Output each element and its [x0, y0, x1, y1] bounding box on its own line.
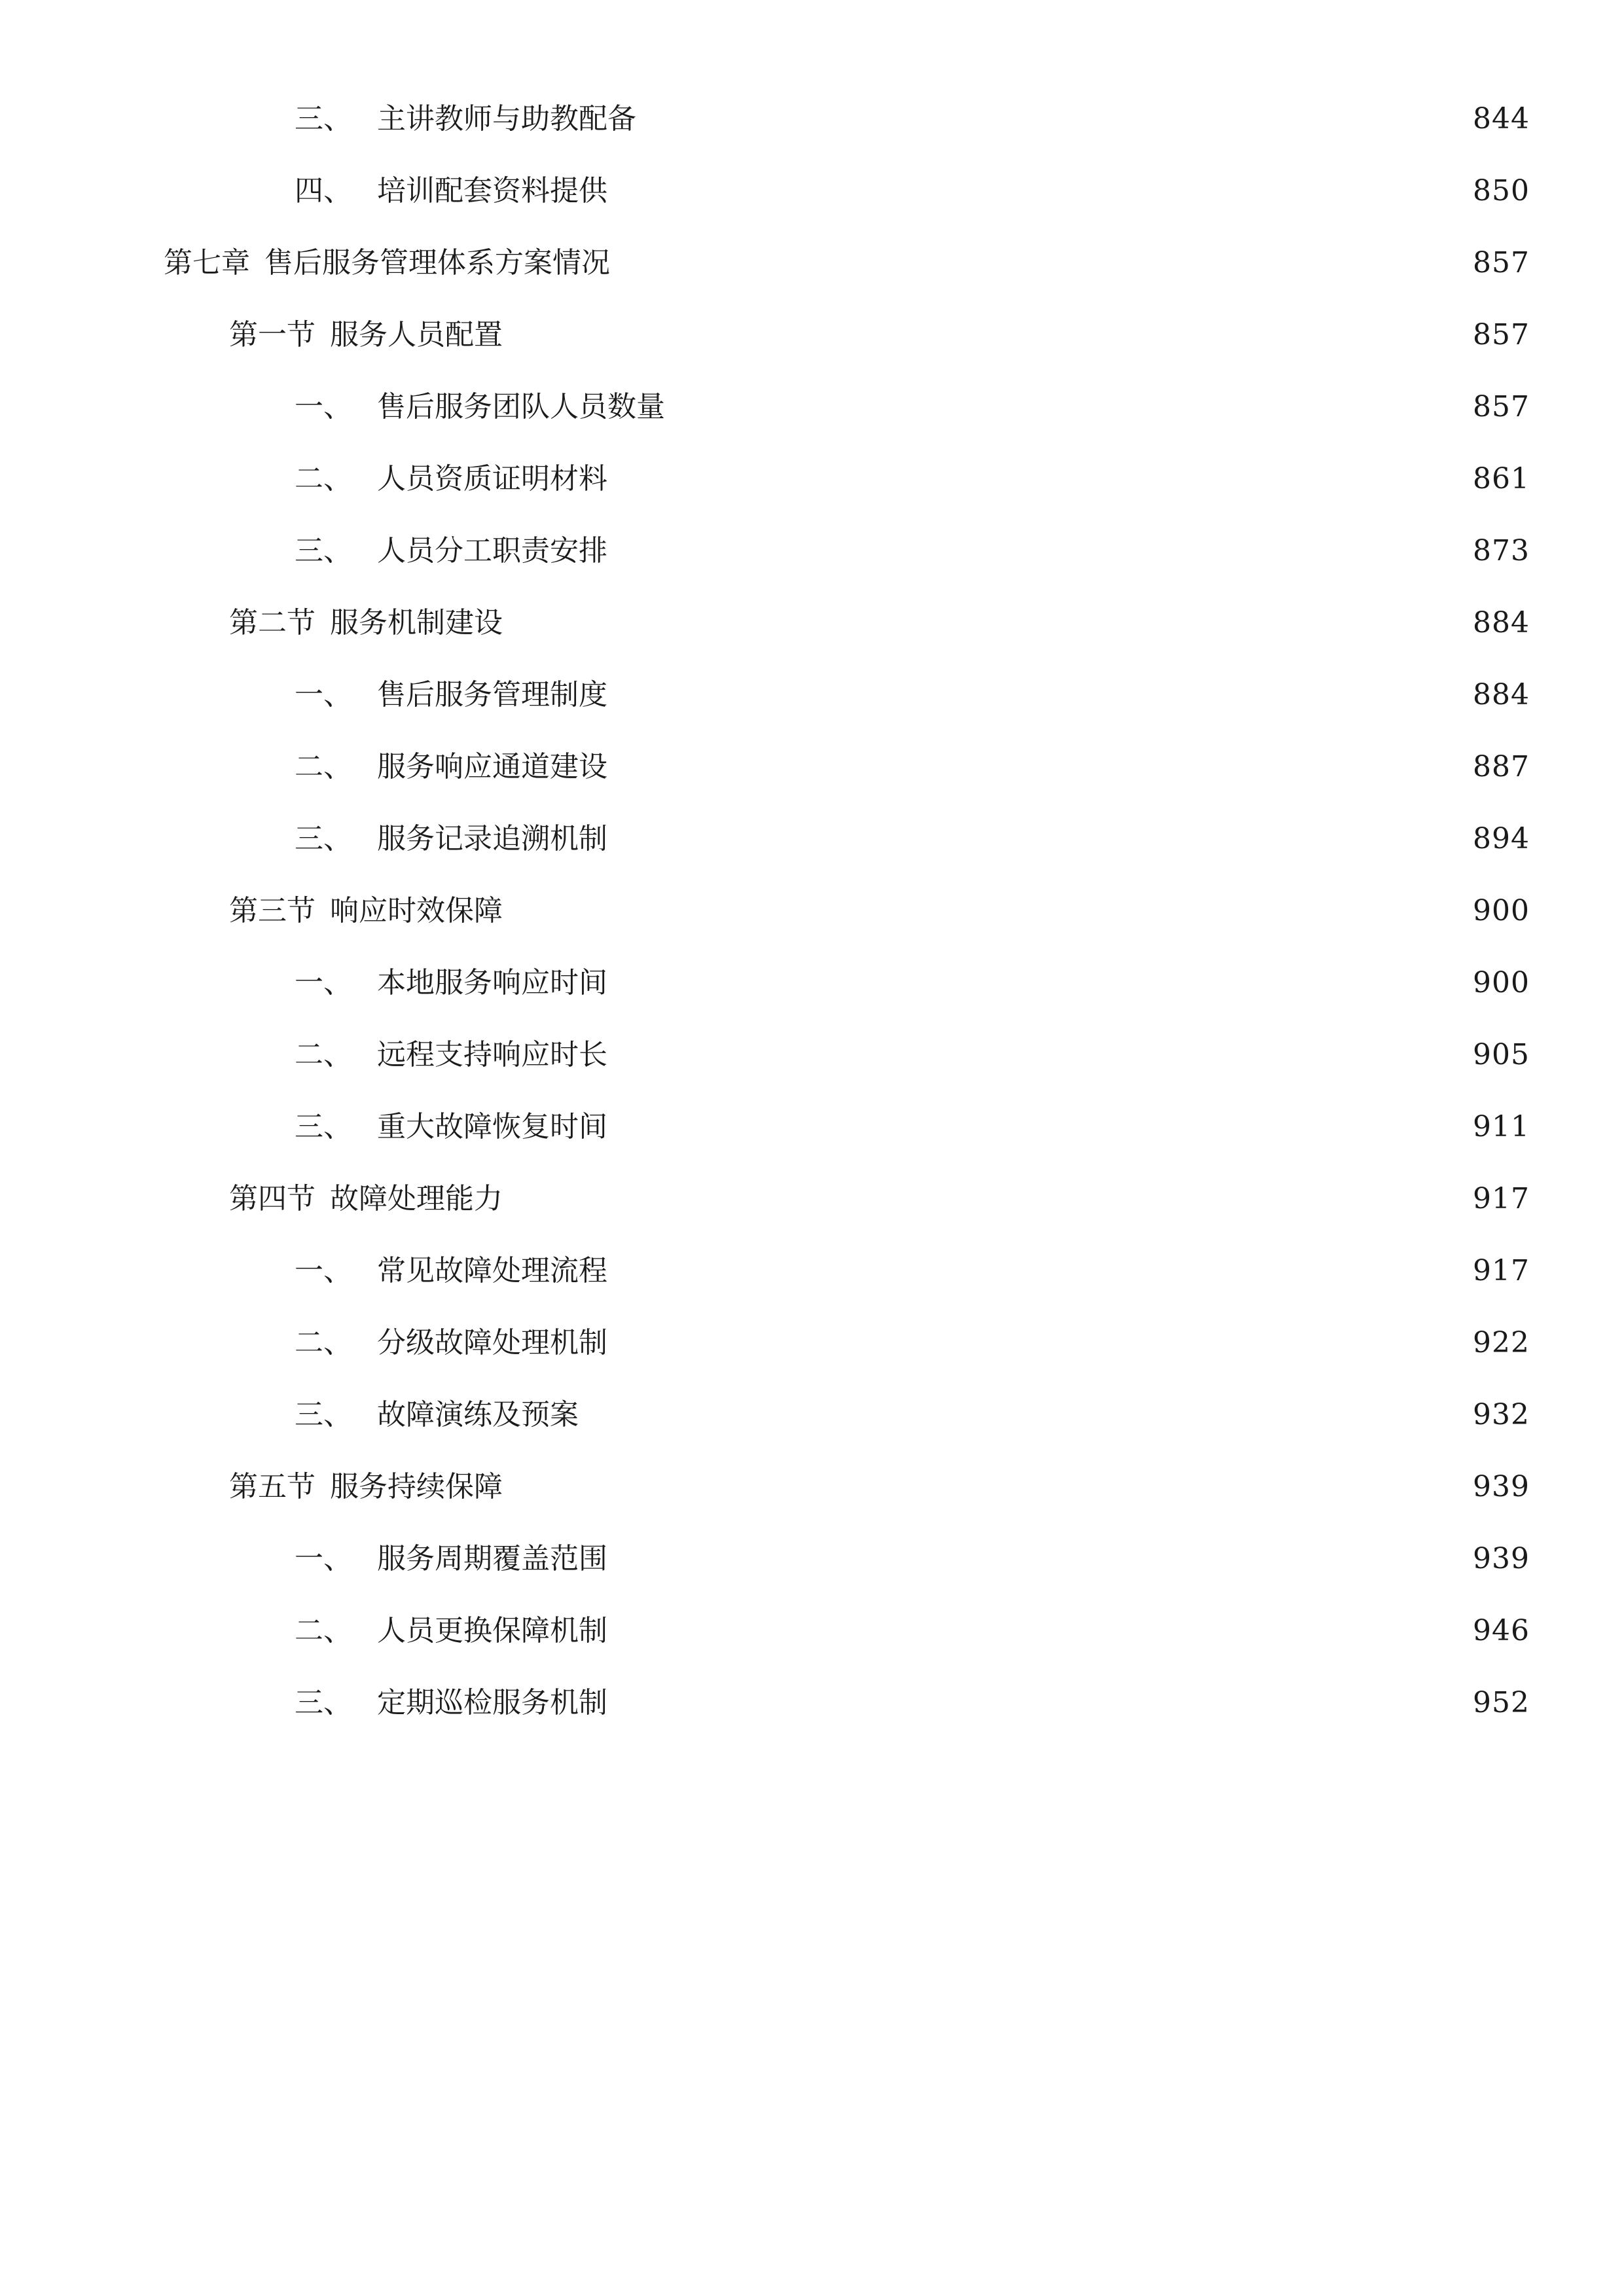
toc-entry[interactable]	[295, 813, 1530, 865]
toc-entry[interactable]	[295, 453, 1530, 505]
toc-entry[interactable]	[295, 1245, 1530, 1297]
entry-title: 常见故障处理流程	[377, 1254, 607, 1287]
toc-entry-chapter[interactable]	[164, 237, 1530, 289]
toc-entry[interactable]	[295, 525, 1530, 577]
dot-leader	[514, 309, 1462, 361]
entry-title: 重大故障恢复时间	[377, 1110, 607, 1143]
entry-number: 三、	[295, 1686, 352, 1719]
toc-entry[interactable]	[295, 741, 1530, 793]
entry-page-number: 922	[1473, 1326, 1530, 1359]
entry-title: 售后服务管理体系方案情况	[264, 246, 610, 279]
entry-title: 人员分工职责安排	[377, 534, 607, 567]
entry-page-number: 911	[1473, 1110, 1530, 1143]
entry-title: 服务周期覆盖范围	[377, 1542, 607, 1575]
dot-leader	[619, 165, 1462, 217]
toc-entry-section[interactable]	[229, 1173, 1530, 1225]
dot-leader	[514, 1461, 1462, 1513]
entry-number: 一、	[295, 390, 352, 423]
toc-entry-section[interactable]	[229, 309, 1530, 361]
entry-number: 第七章	[164, 246, 250, 279]
toc-entry[interactable]	[295, 1317, 1530, 1369]
dot-leader	[619, 741, 1462, 793]
entry-number: 四、	[295, 174, 352, 207]
entry-title: 售后服务管理制度	[377, 678, 607, 711]
entry-title: 服务响应通道建设	[377, 750, 607, 783]
entry-page-number: 905	[1473, 1038, 1530, 1071]
dot-leader	[619, 1101, 1462, 1153]
entry-page-number: 850	[1473, 174, 1530, 207]
toc-entry[interactable]	[295, 165, 1530, 217]
entry-page-number: 857	[1473, 390, 1530, 423]
entry-number: 三、	[295, 822, 352, 855]
toc-entry[interactable]	[295, 669, 1530, 721]
toc-entry[interactable]	[295, 957, 1530, 1009]
toc-entry-section[interactable]	[229, 1461, 1530, 1513]
toc-entry[interactable]	[295, 1029, 1530, 1081]
dot-leader	[619, 1029, 1462, 1081]
entry-title: 服务记录追溯机制	[377, 822, 607, 855]
dot-leader	[619, 1605, 1462, 1657]
entry-page-number: 939	[1473, 1470, 1530, 1503]
entry-title: 主讲教师与助教配备	[377, 102, 636, 135]
entry-page-number: 884	[1473, 678, 1530, 711]
entry-title: 响应时效保障	[330, 894, 503, 927]
entry-number: 二、	[295, 750, 352, 783]
entry-number: 三、	[295, 534, 352, 567]
entry-number: 第五节	[229, 1470, 316, 1503]
entry-page-number: 900	[1473, 894, 1530, 927]
entry-title: 人员更换保障机制	[377, 1614, 607, 1647]
toc-entry[interactable]	[295, 1101, 1530, 1153]
dot-leader	[619, 1245, 1462, 1297]
dot-leader	[619, 1533, 1462, 1585]
dot-leader	[619, 669, 1462, 721]
entry-page-number: 857	[1473, 318, 1530, 351]
dot-leader	[619, 453, 1462, 505]
dot-leader	[514, 597, 1462, 649]
entry-page-number: 887	[1473, 750, 1530, 783]
entry-title: 故障处理能力	[330, 1182, 503, 1215]
entry-page-number: 917	[1473, 1182, 1530, 1215]
entry-title: 远程支持响应时长	[377, 1038, 607, 1071]
entry-title: 售后服务团队人员数量	[377, 390, 665, 423]
entry-page-number: 873	[1473, 534, 1530, 567]
toc-entry[interactable]	[295, 1389, 1530, 1441]
dot-leader	[622, 237, 1462, 289]
dot-leader	[619, 813, 1462, 865]
toc-entry[interactable]	[295, 381, 1530, 433]
toc-entry[interactable]	[295, 93, 1530, 145]
entry-title: 本地服务响应时间	[377, 966, 607, 999]
entry-page-number: 861	[1473, 462, 1530, 495]
dot-leader	[619, 525, 1462, 577]
entry-number: 三、	[295, 1398, 352, 1431]
entry-title: 服务人员配置	[330, 318, 503, 351]
entry-number: 二、	[295, 462, 352, 495]
toc-entry-section[interactable]	[229, 597, 1530, 649]
dot-leader	[619, 1677, 1462, 1729]
dot-leader	[619, 957, 1462, 1009]
toc-entry[interactable]	[295, 1677, 1530, 1729]
toc-entry[interactable]	[295, 1605, 1530, 1657]
entry-page-number: 844	[1473, 102, 1530, 135]
dot-leader	[648, 93, 1462, 145]
entry-title: 分级故障处理机制	[377, 1326, 607, 1359]
entry-page-number: 917	[1473, 1254, 1530, 1287]
entry-page-number: 900	[1473, 966, 1530, 999]
entry-title: 服务机制建设	[330, 606, 503, 639]
dot-leader	[677, 381, 1462, 433]
entry-number: 一、	[295, 1542, 352, 1575]
entry-page-number: 946	[1473, 1614, 1530, 1647]
dot-leader	[514, 885, 1462, 937]
entry-number: 二、	[295, 1326, 352, 1359]
entry-number: 二、	[295, 1038, 352, 1071]
entry-number: 三、	[295, 1110, 352, 1143]
entry-title: 服务持续保障	[330, 1470, 503, 1503]
dot-leader	[514, 1173, 1462, 1225]
entry-page-number: 939	[1473, 1542, 1530, 1575]
entry-title: 故障演练及预案	[377, 1398, 579, 1431]
toc-entry-section[interactable]	[229, 885, 1530, 937]
entry-number: 一、	[295, 678, 352, 711]
entry-number: 一、	[295, 966, 352, 999]
entry-page-number: 932	[1473, 1398, 1530, 1431]
entry-page-number: 952	[1473, 1686, 1530, 1719]
entry-number: 第三节	[229, 894, 316, 927]
entry-title: 定期巡检服务机制	[377, 1686, 607, 1719]
entry-number: 一、	[295, 1254, 352, 1287]
dot-leader	[619, 1317, 1462, 1369]
entry-number: 二、	[295, 1614, 352, 1647]
entry-page-number: 894	[1473, 822, 1530, 855]
entry-title: 培训配套资料提供	[377, 174, 607, 207]
entry-number: 第四节	[229, 1182, 316, 1215]
entry-number: 第一节	[229, 318, 316, 351]
dot-leader	[590, 1389, 1462, 1441]
entry-title: 人员资质证明材料	[377, 462, 607, 495]
entry-number: 三、	[295, 102, 352, 135]
entry-number: 第二节	[229, 606, 316, 639]
entry-page-number: 884	[1473, 606, 1530, 639]
toc-entry[interactable]	[295, 1533, 1530, 1585]
entry-page-number: 857	[1473, 246, 1530, 279]
